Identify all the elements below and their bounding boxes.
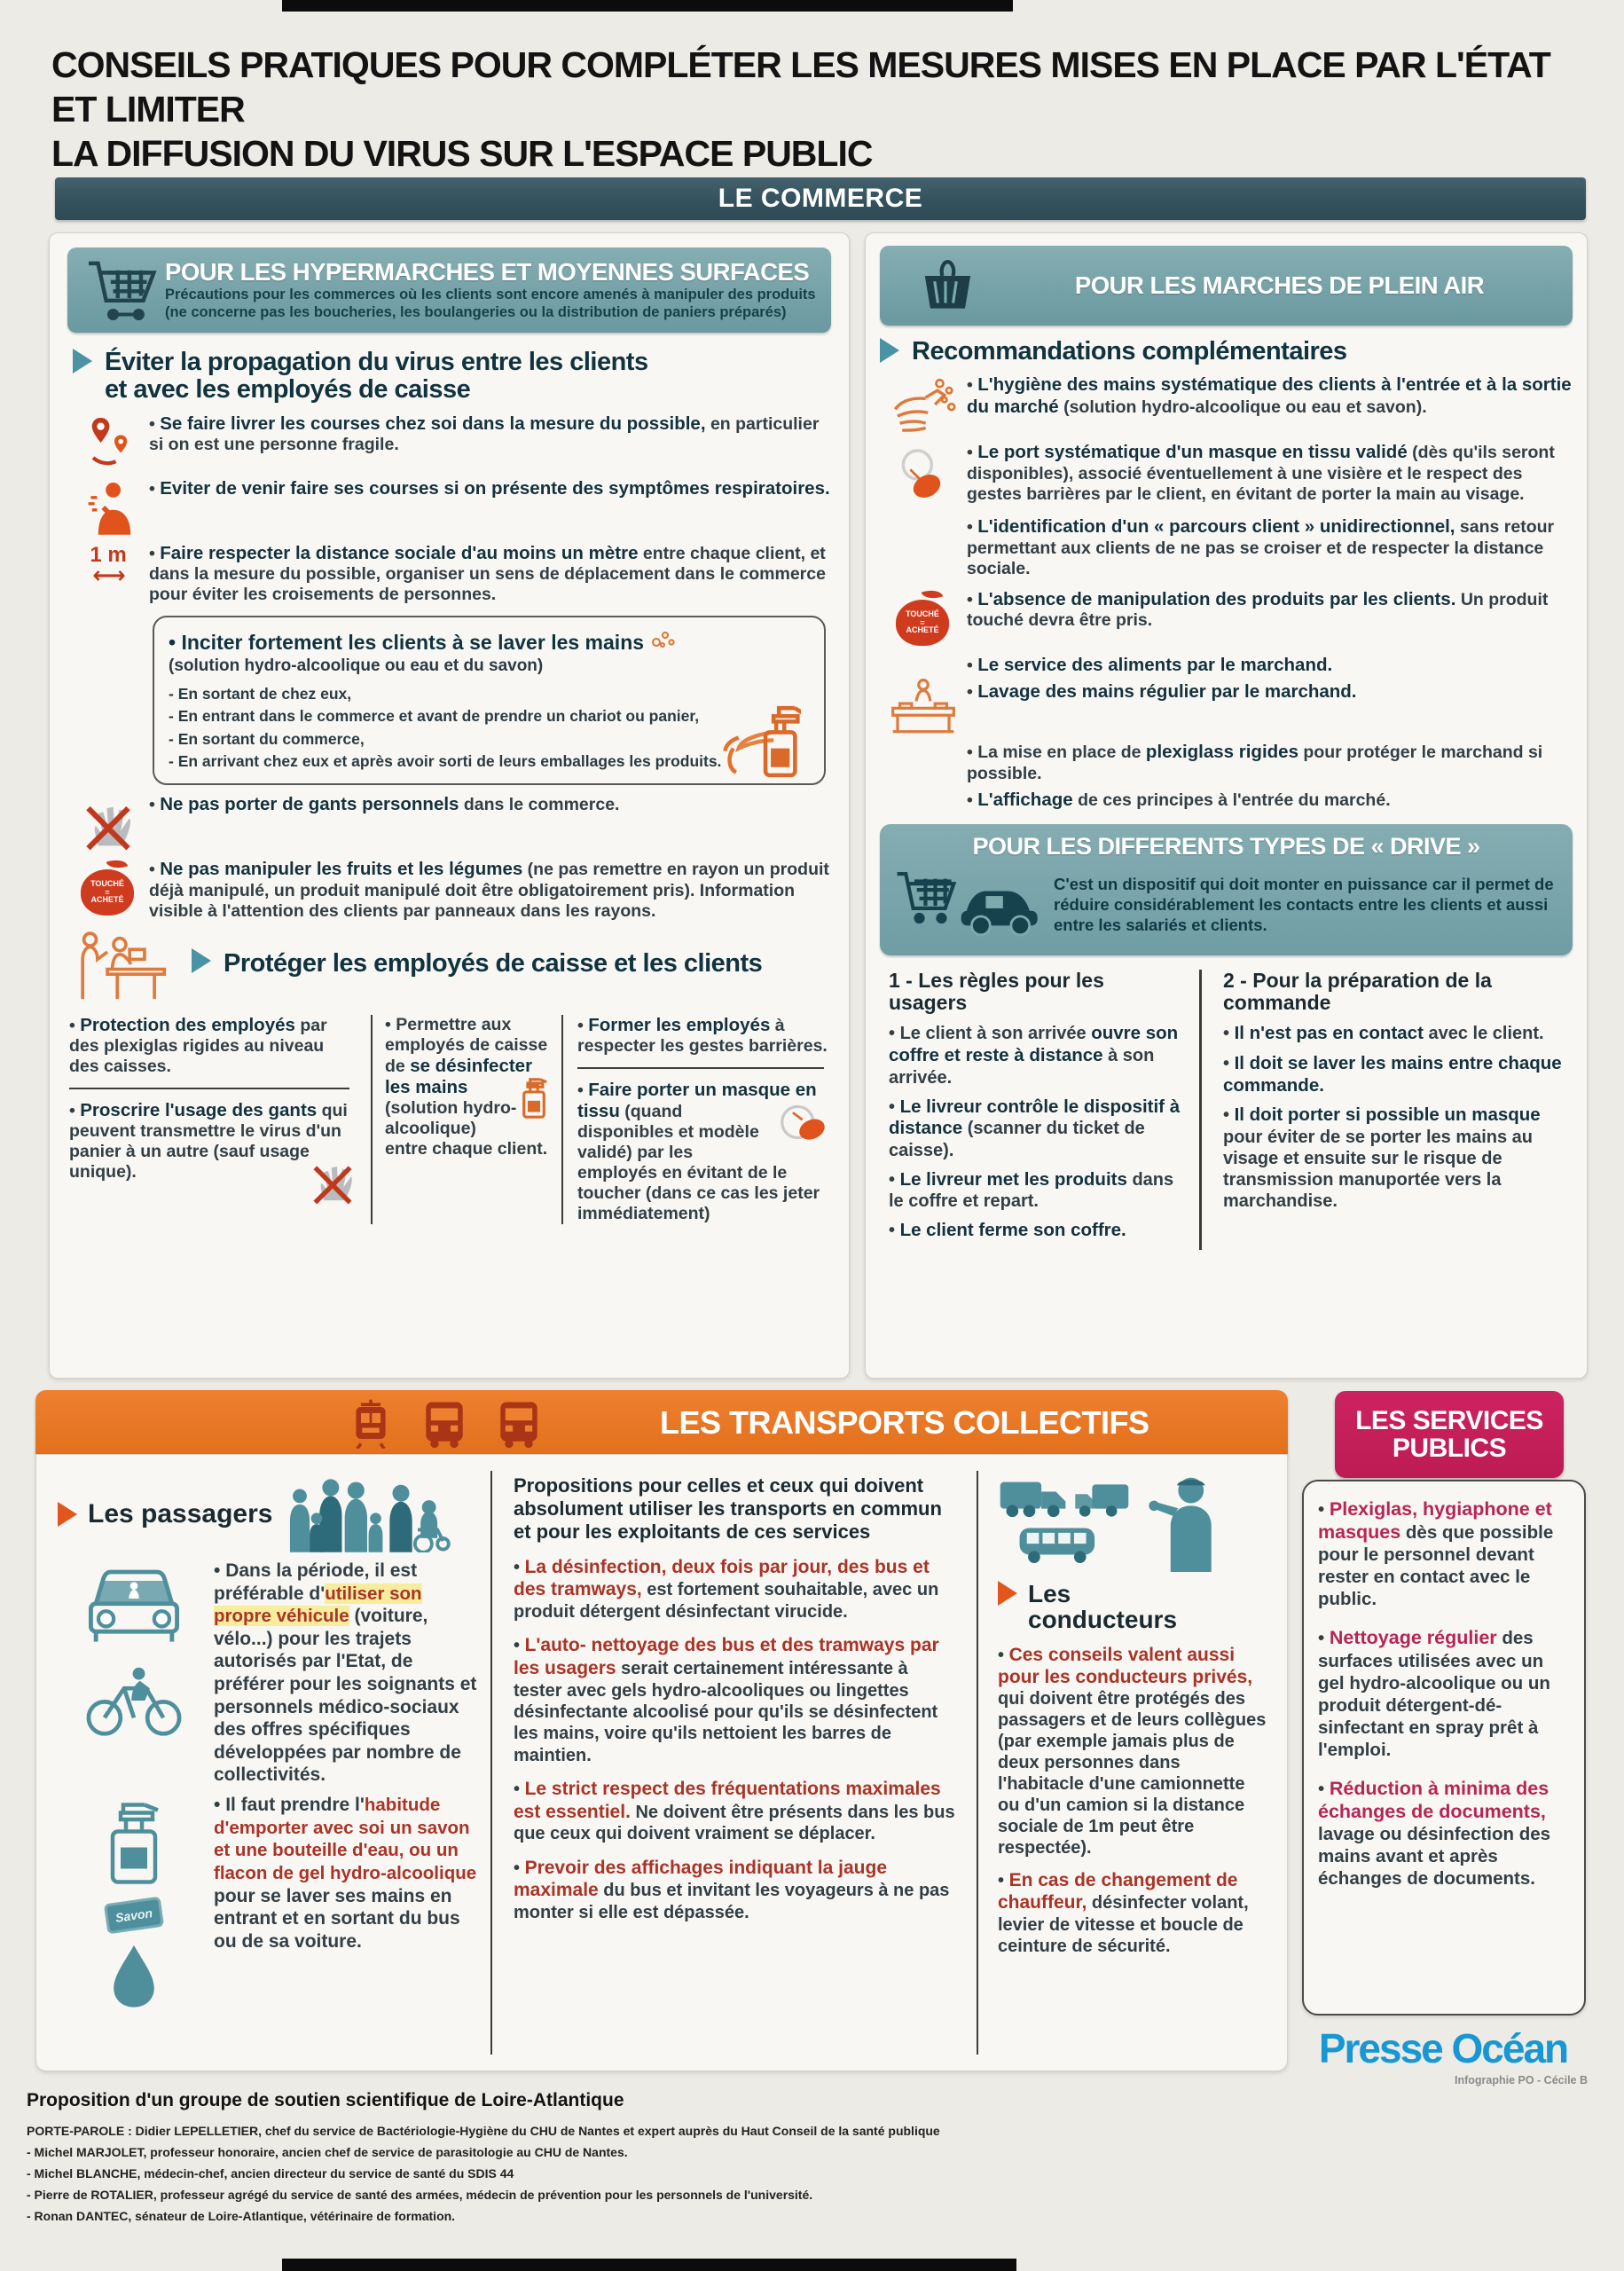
gel-dispenser-icon: [97, 1799, 171, 1888]
bicycle-icon: [82, 1662, 185, 1739]
footer-title: Proposition d'un groupe de soutien scientifique de Loire-Atlantique: [27, 2090, 624, 2110]
mask-icon: [880, 442, 967, 507]
cashier-icon: [73, 927, 179, 1006]
list-item-no-handling: TOUCHÉ = ACHETÉ • L'absence de manipulation des produits par les clients. Un produit touché devra être pris.: [880, 589, 1573, 646]
washing-hands-icon: [880, 374, 967, 433]
list-item-max-occupancy: • Le strict respect des fréquentations maximales est essentiel. Ne doivent être présents dans les bus que ceux qui doivent vraiment se déplacer.: [514, 1779, 955, 1844]
services-banner-line2: PUBLICS: [1392, 1434, 1507, 1463]
soap-bar-icon: Savon: [104, 1897, 164, 1935]
fabric-mask-icon: [776, 1103, 831, 1149]
list-item-distance: 1 m ⟷ • Faire respecter la distance sociale d'au moins un mètre entre chaque client, et dans la mesure du possible, organiser un sens de déplacement dans le commerce pour éviter les croisements de personnes.: [67, 543, 831, 605]
hypermarkets-subtitle-1: Précautions pour les commerces où les clients sont encore amenés à manipuler des produits: [165, 287, 816, 303]
handwash-box-title: • Inciter fortement les clients à se laver les mains: [169, 628, 810, 655]
soap-dispenser-icon: [719, 687, 801, 796]
water-drop-icon: [108, 1943, 160, 2008]
avoid-spread-line1: Éviter la propagation du virus entre les clients: [105, 348, 648, 376]
passengers-heading: [58, 1476, 478, 1552]
list-item-no-gloves: • Ne pas porter de gants personnels dans le commerce.: [67, 794, 831, 851]
tram-icon: [346, 1397, 396, 1449]
scan-artifact-top: [282, 0, 1013, 12]
handwash-item-4: - En arrivant chez eux et après avoir sorti de leurs emballages les produits.: [169, 751, 722, 770]
shopping-cart-icon: [80, 256, 165, 324]
protect-employees-heading: [73, 943, 828, 1006]
drive-col1-title: 1 - Les règles pour les usagers: [889, 968, 1104, 1015]
list-item-regular-cleaning: • Nettoyage régulier des surfaces utilisées avec un gel hydro-alcoolique ou un produit détergent-dé- sinfectant en spray prêt à l'emploi.: [1318, 1627, 1550, 1760]
hypermarkets-title: POUR LES HYPERMARCHES ET MOYENNES SURFACES: [165, 258, 810, 287]
list-item-symptoms: • Eviter de venir faire ses courses si on présente des symptômes respiratoires.: [67, 478, 831, 535]
list-item-private-drivers: • Ces conseils valent aussi pour les conducteurs privés, qui doivent être protégés des passagers et de leurs collègues (par exemple jamais plus de deux personnes dans l'habitacle d'une camionnette ou d'un camion si la distance sociale de 1m peut être respectée).: [998, 1644, 1267, 1858]
drive-header-box: [880, 824, 1573, 955]
list-item-driver-change: • En cas de changement de chauffeur, désinfecter volant, levier de vitesse et boucle de ceinture de sécurité.: [998, 1870, 1249, 1956]
propositions-column: [490, 1471, 977, 2055]
footer-line-3: - Michel BLANCHE, médecin-chef, ancien directeur du service de santé du SDIS 44: [27, 2166, 514, 2181]
bus-icon: [493, 1397, 545, 1449]
handwash-box-subtitle: (solution hydro-alcoolique ou eau et du savon): [169, 656, 544, 675]
recommendations-heading: [880, 338, 1573, 365]
no-gloves-icon: [309, 1157, 357, 1205]
page-title-line2: LA DIFFUSION DU VIRUS SUR L'ESPACE PUBLIC: [51, 133, 873, 175]
drive-col-users: 1 - Les règles pour les usagers • Le client à son arrivée ouvre son coffre et reste à distance à son arrivée. • Le livreur contrôle le dispositif à distance (scanner du ticket de caisse). • Le livreur met les produits dans le coffre et repart. • Le client ferme son coffre.: [880, 970, 1199, 1250]
arrow-marker-icon: [880, 338, 899, 363]
list-item-one-way: • L'identification d'un « parcours client » unidirectionnel, sans retour permettant aux clients de ne pas se croiser et de respecter la distance sociale.: [967, 516, 1555, 579]
drivers-column: [977, 1471, 1269, 2055]
infographic-credit: Infographie PO - Cécile B: [1454, 2074, 1588, 2086]
markets-header: [880, 246, 1573, 326]
avoid-spread-line2: et avec les employés de caisse: [105, 375, 471, 405]
services-panel: [1302, 1480, 1586, 2016]
trucks-driver-icons: [998, 1473, 1269, 1572]
footer-line-4: - Pierre de ROTALIER, professeur agrégé du service de santé des armées, médecin de prévention pour les personnels de l'université.: [27, 2188, 813, 2202]
avoid-spread-heading: [73, 349, 828, 405]
list-item-merchant-washing: • Lavage des mains régulier par le marchand.: [880, 681, 1573, 736]
one-meter-icon: 1 m ⟷: [90, 542, 127, 588]
drivers-title: Les conducteurs: [1028, 1580, 1178, 1634]
drive-subtitle: C'est un dispositif qui doit monter en puissance car il permet de réduire considérablement les contacts entre les clients et aussi entre les salariés et clients.: [1054, 874, 1554, 934]
markets-title: POUR LES MARCHES DE PLEIN AIR: [1074, 271, 1485, 299]
sanitizer-bottle-icon: [519, 1077, 549, 1120]
arrow-marker-icon: [58, 1502, 77, 1527]
basket-icon: [892, 258, 999, 313]
services-banner: [1335, 1391, 1564, 1478]
bubbles-icon: [649, 628, 676, 649]
hypermarkets-header: [67, 248, 831, 333]
passengers-title: Les passagers: [88, 1499, 273, 1528]
list-item-self-cleaning: • L'auto- nettoyage des bus et des tramways par les usagers serait certainement intéressante à tester avec gels hydro-alcooliques ou lingettes désinfectante alcoolisé pour qu'ils se désinfectent les mains, voire qu'ils nettoient les barres de maintien.: [514, 1635, 939, 1765]
bus-icon: [419, 1397, 470, 1449]
open-air-markets-panel: [865, 232, 1588, 1379]
handwash-item-3: - En sortant du commerce,: [169, 729, 365, 748]
handwash-item-1: - En sortant de chez eux,: [169, 684, 352, 703]
commerce-banner-label: LE COMMERCE: [718, 184, 923, 213]
protect-col-2: • Permettre aux employés de caisse de se désinfecter les mains (solution hydro-alcoolique) entre chaque client.: [371, 1015, 561, 1225]
list-item-carry-soap: Savon • Il faut prendre l'habitude d'emporter avec soi un savon et une bouteille d'eau, ou un flacon de gel hydro-alcoolique pour se laver ses mains en entrant et en sortant du bus ou de sa voiture.: [54, 1794, 478, 2008]
list-item-food-service: • Le service des aliments par le marchand.: [967, 654, 1333, 675]
list-item-plexiglas-masks: • Plexiglas, hygiaphone et masques dès que possible pour le personnel devant rester en contact avec le public.: [1318, 1498, 1554, 1610]
no-gloves-icon: [67, 794, 149, 851]
arrow-marker-icon: [73, 349, 92, 373]
passengers-group-icon: [283, 1476, 451, 1552]
drive-columns: [880, 970, 1573, 1250]
list-item-document-exchange: • Réduction à minima des échanges de documents, lavage ou désinfection des mains avant et après échanges de documents.: [1318, 1777, 1551, 1890]
footer-credits: [27, 2090, 1268, 2230]
footer-line-2: - Michel MARJOLET, professeur honoraire, ancien chef de service de parasitologie au CHU de Nantes.: [27, 2145, 628, 2159]
hypermarkets-panel: [49, 232, 850, 1379]
page-title: [51, 43, 1568, 176]
footer-line-1: PORTE-PAROLE : Didier LEPELLETIER, chef du service de Bactériologie-Hygiène du CHU de Nantes et expert auprès du Haut Conseil de la santé publique: [27, 2124, 940, 2138]
list-item-delivery: • Se faire livrer les courses chez soi dans la mesure du possible, en particulier si on est une personne fragile.: [67, 413, 831, 470]
handwash-item-2: - En entrant dans le commerce et avant de prendre un chariot ou panier,: [169, 707, 700, 726]
passengers-column: [54, 1471, 490, 2055]
drivers-heading: [998, 1581, 1269, 1633]
sick-person-icon: [67, 478, 149, 535]
cart-and-car-icon: [894, 864, 1043, 945]
page-title-line1: CONSEILS PRATIQUES POUR COMPLÉTER LES MESURES MISES EN PLACE PAR L'ÉTAT ET LIMITER: [51, 44, 1550, 130]
list-item-plexiglass: • La mise en place de plexiglass rigides pour protéger le marchand si possible.: [967, 742, 1543, 783]
transports-banner-label: LES TRANSPORTS COLLECTIFS: [660, 1404, 1149, 1441]
services-banner-line1: LES SERVICES: [1355, 1405, 1543, 1435]
driver-icon: [1145, 1473, 1227, 1572]
presse-ocean-logo: Presse Océan: [1318, 2025, 1568, 2071]
list-item-mask: • Le port systématique d'un masque en tissu validé (dès qu'ils seront disponibles), associé éventuellement à une visière et le respect des gestes barrières par le client, en évitant de porter la main au visage.: [880, 442, 1573, 507]
protect-columns: [69, 1015, 831, 1225]
protect-col-1: • Protection des employés par des plexiglas rigides au niveau des caisses. • Proscrire l'usage des gants qui peuvent transmettre le virus d'un panier à un autre (sauf usage unique).: [69, 1015, 371, 1225]
recommendations-title: Recommandations complémentaires: [912, 337, 1347, 365]
scan-artifact-bottom: [282, 2259, 1016, 2271]
list-item-own-vehicle: • Dans la période, il est préférable d'utiliser son propre véhicule (voiture, vélo...) pour les trajets autorisés par l'Etat, de préférer pour les soignants et personnels médico-sociaux des offres spécifiques développées par nombre de collectivités.: [54, 1560, 478, 1787]
tram-bus-icons: [346, 1397, 545, 1449]
delivery-pins-icon: [67, 413, 149, 470]
transports-banner: [35, 1390, 1288, 1456]
list-item-no-fruits: TOUCHÉ = ACHETÉ • Ne pas manipuler les fruits et les légumes (ne pas remettre en rayon un produit déjà manipulé, un produit manipulé doit être obligatoirement pris). Information visible à l'attention des clients par panneaux dans les rayons.: [67, 859, 831, 921]
propositions-intro: Propositions pour celles et ceux qui doivent absolument utiliser les transports en commun et pour les exploitants de ces services: [514, 1474, 942, 1543]
list-item-gauge-display: • Prevoir des affichages indiquant la jauge maximale du bus et invitant les voyageurs à ne pas monter si elle est dépassée.: [514, 1857, 950, 1923]
car-icon: [81, 1565, 187, 1650]
handwash-box: [153, 616, 826, 786]
list-item-hand-hygiene: • L'hygiène des mains systématique des clients à l'entrée et à la sortie du marché (solution hydro-alcoolique ou eau et savon).: [880, 374, 1573, 433]
drive-title: POUR LES DIFFERENTS TYPES DE « DRIVE »: [972, 832, 1480, 860]
drive-col2-title: 2 - Pour la préparation de la commande: [1223, 968, 1492, 1015]
trucks-icon: [998, 1474, 1131, 1572]
list-item-display: • L'affichage de ces principes à l'entrée du marché.: [967, 790, 1391, 811]
touched-bought-apple-icon: TOUCHÉ = ACHETÉ: [880, 589, 967, 646]
arrow-marker-icon: [192, 948, 211, 973]
touched-bought-apple-icon: TOUCHÉ = ACHETÉ: [67, 859, 149, 921]
hypermarkets-subtitle-2: (ne concerne pas les boucheries, les boulangeries ou la distribution de paniers préparés): [165, 304, 787, 320]
list-item-disinfection: • La désinfection, deux fois par jour, des bus et des tramways, est fortement souhaitable, avec un produit détergent désinfectant virucide.: [514, 1556, 939, 1623]
transports-panel: [35, 1454, 1288, 2071]
market-stall-icon: [880, 676, 967, 736]
arrow-marker-icon: [998, 1581, 1017, 1606]
footer-line-5: - Ronan DANTEC, sénateur de Loire-Atlantique, vétérinaire de formation.: [27, 2209, 456, 2223]
protect-employees-title: Protéger les employés de caisse et les clients: [224, 948, 763, 978]
drive-col-preparation: 2 - Pour la préparation de la commande • Il n'est pas en contact avec le client. • Il doit se laver les mains entre chaque commande. • Il doit porter si possible un masque pour éviter de se porter les mains au visage et ensuite sur le risque de transmission manuportée vers la marchandise.: [1199, 970, 1573, 1250]
protect-col-3: • Former les employés à respecter les gestes barrières. • Faire porter un masque en tissu (quand disponibles et modèle validé) par les employés en évitant de le toucher (dans ce cas les jeter immédiatement): [561, 1015, 831, 1225]
commerce-banner: [55, 177, 1586, 220]
